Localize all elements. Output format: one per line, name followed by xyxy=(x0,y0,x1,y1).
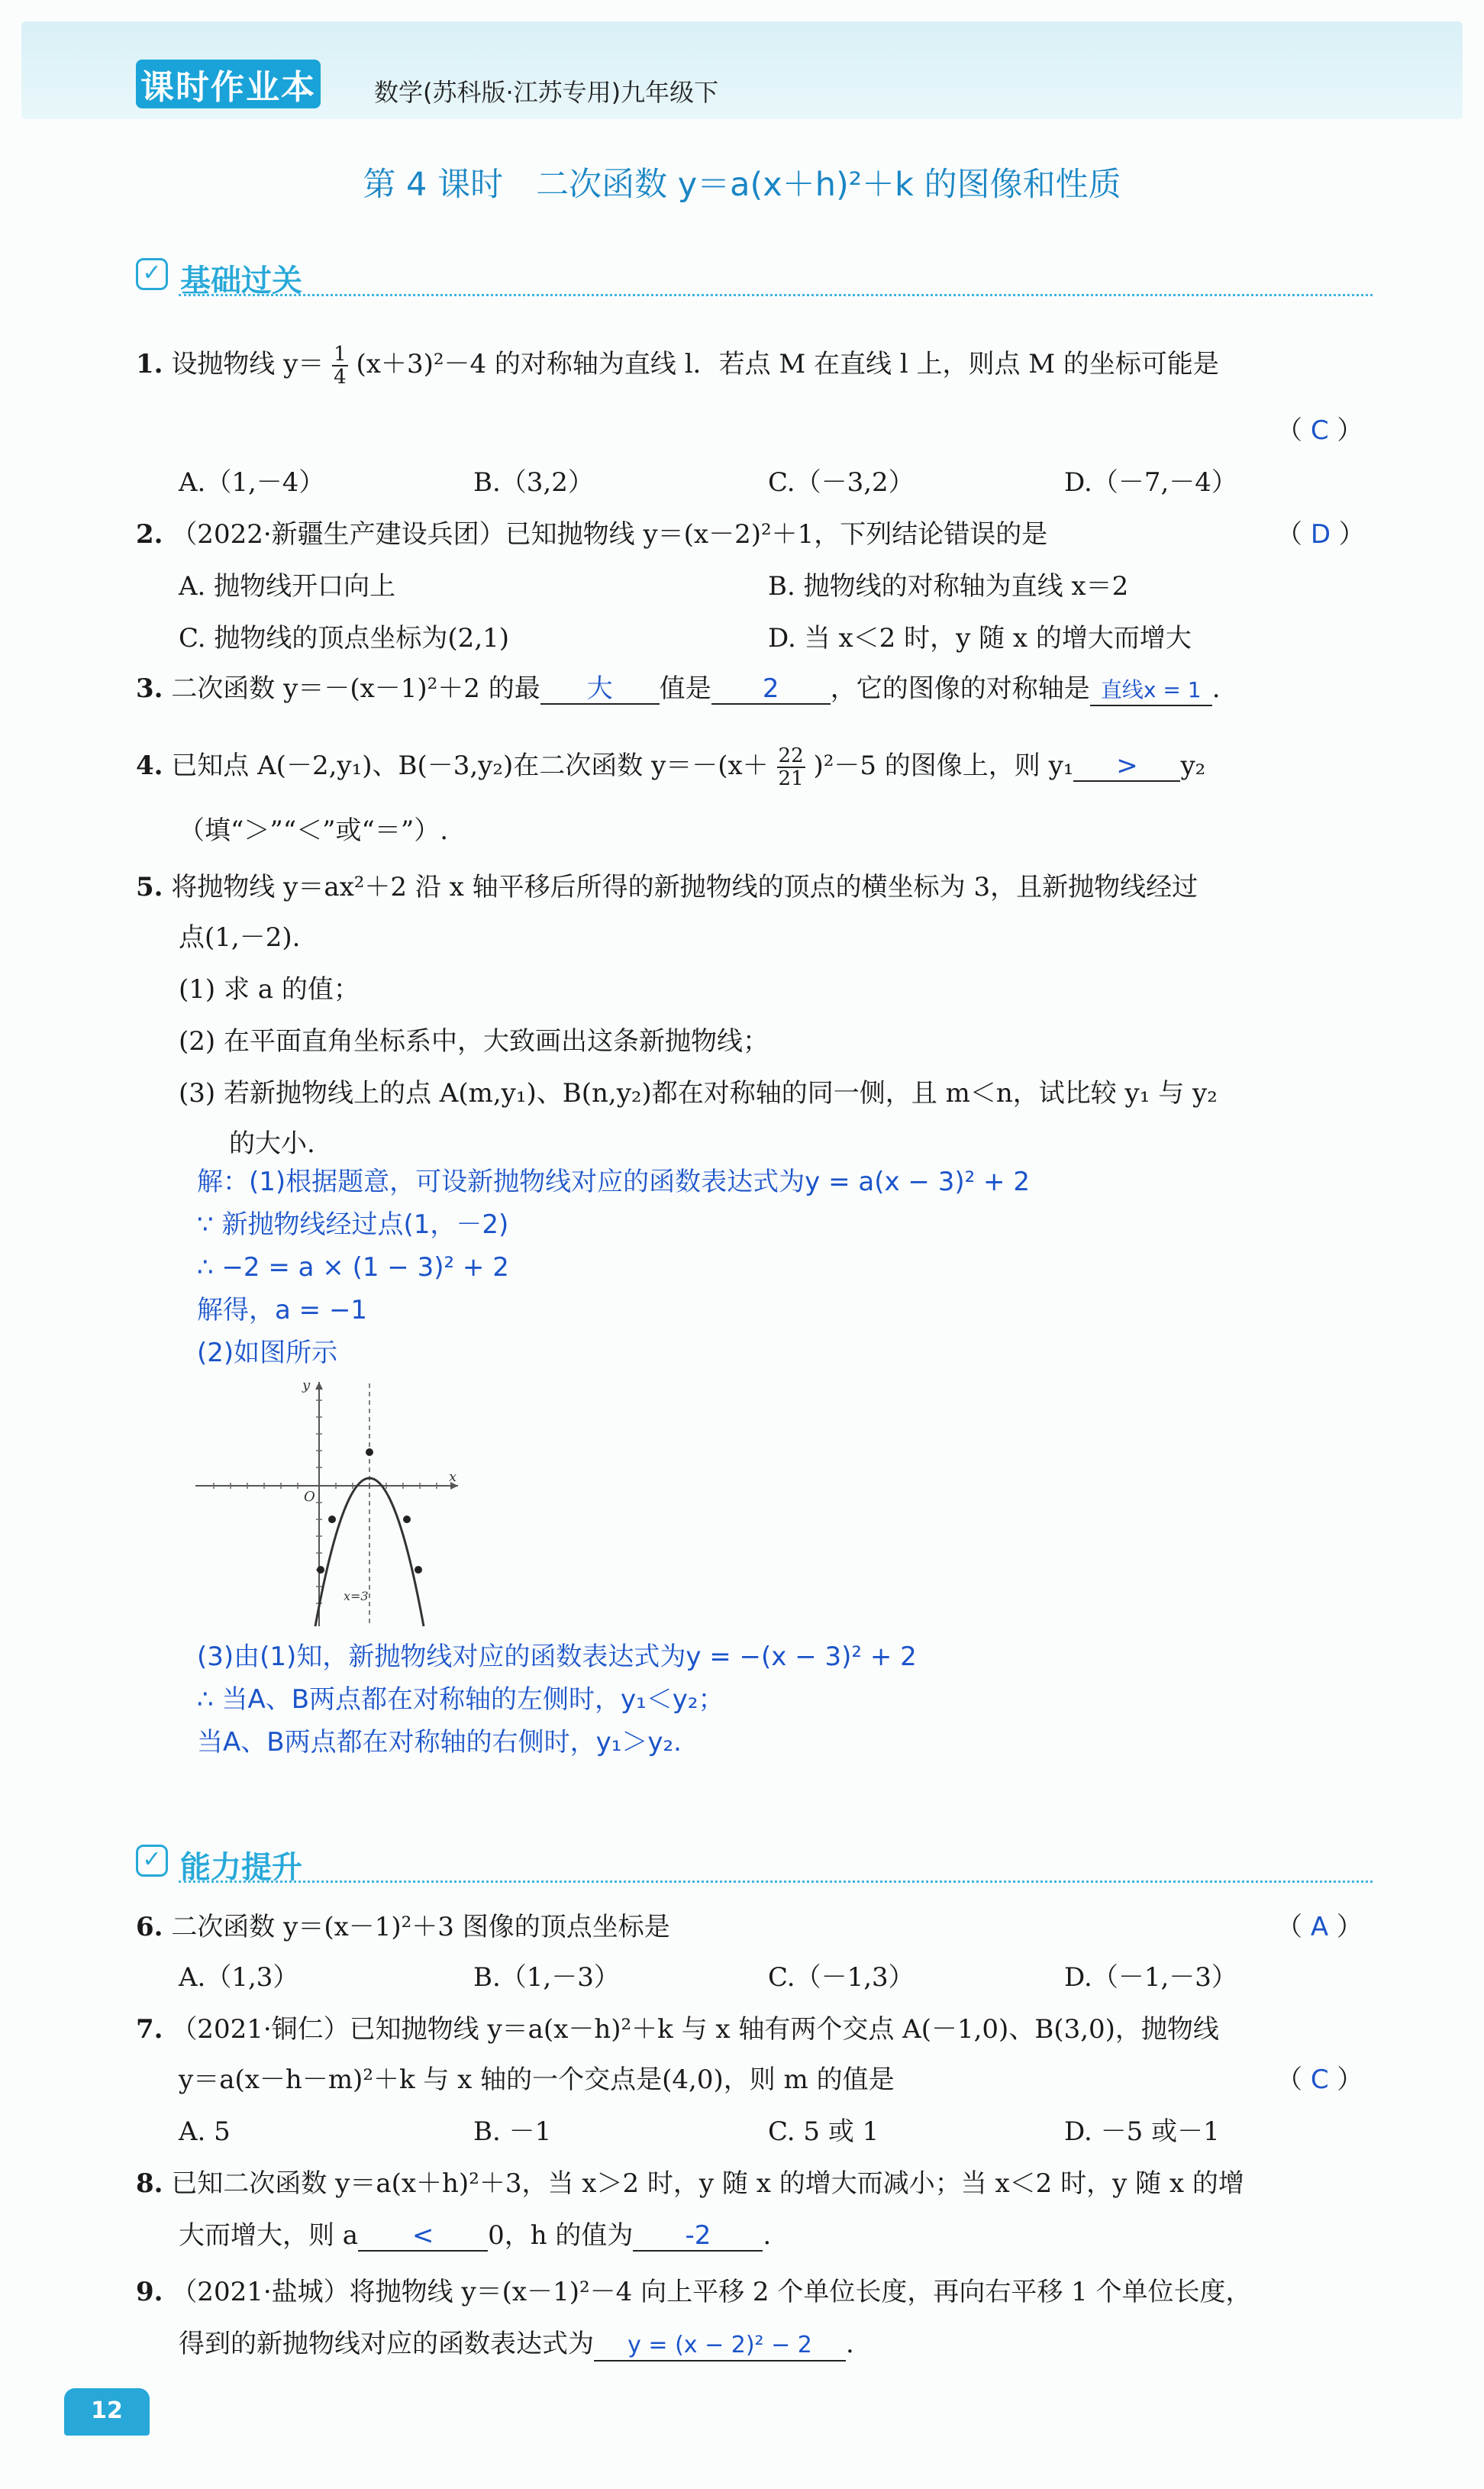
q5-line1 xyxy=(136,870,1198,904)
section-advanced xyxy=(136,1839,1373,1884)
q9-text-1: （2021·盐城）将抛物线 y＝(x－1)²－4 向上平移 2 个单位长度，再向右平移 1 个单位长度， xyxy=(171,2277,1252,2307)
q5-solution-7: ∴ 当A、B两点都在对称轴的左侧时，y₁＜y₂； xyxy=(197,1684,724,1715)
q3-text-a: 二次函数 y＝－(x－1)²＋2 的最 xyxy=(171,673,540,704)
q1-option-a: A.（1,－4） xyxy=(179,467,325,498)
q4-stem xyxy=(136,745,1205,789)
q8-text-a: 大而增大，则 a xyxy=(179,2220,359,2251)
graph-x-label: x xyxy=(449,1469,457,1485)
q7-text-1: （2021·铜仁）已知抛物线 y＝a(x－h)²＋k 与 x 轴有两个交点 A(－1,0)、B(3,0)，抛物线 xyxy=(171,2014,1219,2045)
q2-text: （2022·新疆生产建设兵团）已知抛物线 y＝(x－2)²＋1，下列结论错误的是 xyxy=(171,519,1048,550)
q2-option-a: A. 抛物线开口向上 xyxy=(179,571,396,602)
q7-line2: y＝a(x－h－m)²＋k 与 x 轴的一个交点是(4,0)，则 m 的值是 xyxy=(179,2064,895,2095)
q6-stem xyxy=(136,1910,670,1944)
q7-number: 7. xyxy=(136,2014,163,2045)
q7-option-b: B. －1 xyxy=(473,2116,552,2147)
q5-solution-5: (2)如图所示 xyxy=(197,1338,338,1368)
q1-frac-num: 1 xyxy=(334,343,347,366)
q2-number: 2. xyxy=(136,519,163,550)
q4-frac-den: 21 xyxy=(778,767,804,790)
q7-option-c: C. 5 或 1 xyxy=(768,2116,879,2147)
q2-answer: D xyxy=(1310,519,1331,550)
q9-line2 xyxy=(179,2327,854,2361)
q8-text-1: 已知二次函数 y＝a(x＋h)²＋3，当 x＞2 时，y 随 x 的增大而减小；当 x＜2 时，y 随 x 的增 xyxy=(171,2168,1244,2199)
q1-option-c: C.（－3,2） xyxy=(768,467,915,498)
q9-text-a: 得到的新抛物线对应的函数表达式为 xyxy=(179,2329,594,2359)
q3-text-b: 值是 xyxy=(659,673,711,704)
section-basic-label: 基础过关 xyxy=(180,263,302,299)
q5-sub1: (1) 求 a 的值； xyxy=(179,974,360,1005)
q5-solution-1: 解：(1)根据题意，可设新抛物线对应的函数表达式为y = a(x − 3)² + 2 xyxy=(197,1167,1030,1197)
brand-text: 课时作业本 xyxy=(136,60,321,108)
q8-blank-2: -2 xyxy=(633,2221,763,2252)
graph-y-label: y xyxy=(302,1377,311,1393)
q2-option-c: C. 抛物线的顶点坐标为(2,1) xyxy=(179,623,510,654)
q7-answer-box: （ C ） xyxy=(1276,2064,1363,2095)
q8-line1 xyxy=(136,2167,1244,2200)
q3-blank-2: 2 xyxy=(711,674,831,705)
q5-solution-8: 当A、B两点都在对称轴的右侧时，y₁＞y₂. xyxy=(197,1727,682,1758)
q3-text-c: ，它的图像的对称轴是 xyxy=(830,673,1090,704)
graph-axis-label: x=3 xyxy=(344,1589,369,1603)
q5-line2: 点(1,－2). xyxy=(179,922,301,953)
section-divider xyxy=(179,294,1373,296)
q8-text-c: . xyxy=(763,2220,772,2251)
section-basic xyxy=(136,252,1373,298)
q6-answer: A xyxy=(1310,1912,1329,1942)
q7-option-a: A. 5 xyxy=(179,2116,231,2147)
q8-line2 xyxy=(179,2219,771,2252)
q9-text-b: . xyxy=(846,2329,854,2359)
q7-option-d: D. －5 或－1 xyxy=(1064,2116,1220,2147)
q6-text: 二次函数 y＝(x－1)²＋3 图像的顶点坐标是 xyxy=(171,1912,670,1942)
q2-option-d: D. 当 x＜2 时，y 随 x 的增大而增大 xyxy=(768,623,1192,654)
q6-option-b: B.（1,－3） xyxy=(473,1962,620,1993)
graph-origin-label: O xyxy=(304,1489,315,1505)
q4-fraction xyxy=(777,745,805,789)
graph-vertex-point xyxy=(366,1448,373,1456)
q2-option-b: B. 抛物线的对称轴为直线 x＝2 xyxy=(768,571,1129,602)
q5-solution-6: (3)由(1)知，新抛物线对应的函数表达式为y = −(x − 3)² + 2 xyxy=(197,1642,917,1672)
check-icon: ✓ xyxy=(136,258,168,290)
q4-number: 4. xyxy=(136,751,163,781)
subject-title: 数学(苏科版·江苏专用)九年级下 xyxy=(374,78,719,107)
q3-text-d: . xyxy=(1211,673,1221,704)
q5-text-1: 将抛物线 y＝ax²＋2 沿 x 轴平移后所得的新抛物线的顶点的横坐标为 3，且新抛物线经过 xyxy=(171,872,1198,902)
brand-logo xyxy=(136,60,325,108)
q1-frac-den: 4 xyxy=(334,366,347,389)
q1-fraction xyxy=(332,344,348,388)
q5-solution-4: 解得，a = −1 xyxy=(197,1295,368,1325)
q9-line1 xyxy=(136,2275,1252,2309)
q1-stem xyxy=(136,344,1219,388)
q4-text-c: y₂ xyxy=(1180,751,1206,781)
q5-sub3b: 的大小. xyxy=(229,1128,315,1159)
q3-blank-1: 大 xyxy=(540,674,660,705)
q4-blank: > xyxy=(1073,751,1180,782)
q5-sub2: (2) 在平面直角坐标系中，大致画出这条新抛物线； xyxy=(179,1026,769,1057)
q3-number: 3. xyxy=(136,673,163,704)
q4-text-a: 已知点 A(－2,y₁)、B(－3,y₂)在二次函数 y＝－(x＋ xyxy=(171,751,769,781)
check-icon: ✓ xyxy=(136,1845,168,1877)
lesson-title: 第 4 课时 二次函数 y＝a(x＋h)²＋k 的图像和性质 xyxy=(363,166,1121,204)
q6-number: 6. xyxy=(136,1912,163,1942)
q5-solution-3: ∴ −2 = a × (1 − 3)² + 2 xyxy=(197,1252,509,1283)
q1-option-b: B.（3,2） xyxy=(473,467,594,498)
q1-answer: C xyxy=(1310,415,1329,446)
graph-y-arrow xyxy=(315,1382,323,1390)
q8-text-b: 0，h 的值为 xyxy=(488,2220,634,2251)
q7-line1 xyxy=(136,2013,1219,2046)
q4-frac-num: 22 xyxy=(778,744,804,767)
q6-option-d: D.（－1,－3） xyxy=(1064,1962,1237,1993)
q4-line2: （填“＞”“＜”或“＝”）. xyxy=(179,815,449,846)
parabola-graph xyxy=(191,1374,466,1634)
q6-answer-box: （ A ） xyxy=(1276,1912,1363,1942)
q6-option-c: C.（－1,3） xyxy=(768,1962,915,1993)
q1-text-a: 设抛物线 y＝ xyxy=(171,349,324,379)
graph-point xyxy=(328,1516,336,1523)
q1-number: 1. xyxy=(136,349,163,379)
q3-stem xyxy=(136,672,1221,706)
q4-text-b: )²－5 的图像上，则 y₁ xyxy=(813,751,1074,781)
q8-number: 8. xyxy=(136,2168,163,2199)
q2-stem xyxy=(136,518,1047,551)
q2-answer-box: （ D ） xyxy=(1276,519,1365,550)
graph-point xyxy=(415,1566,422,1574)
q1-text-b: (x＋3)²－4 的对称轴为直线 l．若点 M 在直线 l 上，则点 M 的坐标可能是 xyxy=(356,349,1219,379)
graph-point xyxy=(317,1566,324,1574)
q5-number: 5. xyxy=(136,872,163,902)
section-divider xyxy=(179,1880,1373,1883)
q8-blank-1: < xyxy=(358,2221,488,2252)
q6-option-a: A.（1,3） xyxy=(179,1962,299,1993)
q1-option-d: D.（－7,－4） xyxy=(1064,467,1237,498)
graph-point xyxy=(403,1516,411,1523)
section-advanced-label: 能力提升 xyxy=(180,1850,302,1885)
q9-blank: y = (x − 2)² − 2 xyxy=(594,2331,846,2361)
q7-answer: C xyxy=(1310,2064,1329,2095)
q5-sub3a: (3) 若新抛物线上的点 A(m,y₁)、B(n,y₂)都在对称轴的同一侧，且 m＜n，试比较 y₁ 与 y₂ xyxy=(179,1078,1218,1109)
q1-answer-box: （ C ） xyxy=(1276,415,1363,446)
q3-blank-3: 直线x = 1 xyxy=(1090,676,1212,706)
page-number: 12 xyxy=(64,2388,150,2436)
q5-solution-2: ∵ 新抛物线经过点(1，－2) xyxy=(197,1209,509,1240)
q9-number: 9. xyxy=(136,2277,163,2307)
